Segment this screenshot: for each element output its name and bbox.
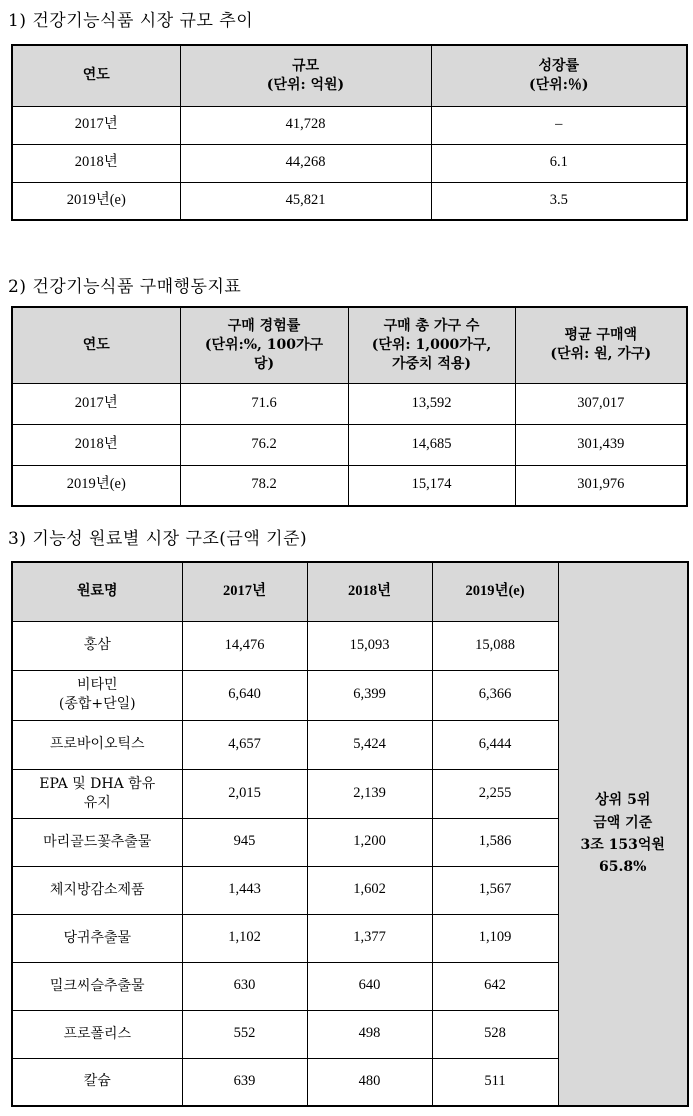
cell-avg: 301,439	[515, 424, 687, 465]
cell-ingredient	[12, 769, 182, 818]
header-growth	[431, 45, 687, 106]
header-exp-line2: (단위:%, 100가구	[204, 336, 324, 353]
cell-2017: 945	[182, 818, 307, 866]
cell-2018: 498	[307, 1010, 432, 1058]
cell-2018: 2,139	[307, 769, 432, 818]
purchase-behavior-table	[11, 306, 688, 507]
cell-2019: 6,444	[432, 720, 558, 769]
cell-year: 2019년(e)	[12, 465, 180, 506]
summary-line4: 65.8%	[599, 859, 647, 876]
header-exp-line1: 구매 경험률	[227, 317, 301, 334]
header-experience-rate	[180, 307, 348, 383]
market-size-table	[11, 44, 688, 221]
header-exp-line3: 당)	[253, 355, 275, 372]
cell-2019: 2,255	[432, 769, 558, 818]
cell-hh: 14,685	[348, 424, 515, 465]
header-scale	[180, 45, 431, 106]
header-scale-line1: 규모	[291, 57, 320, 74]
cell-ingredient	[12, 1058, 182, 1106]
ingredient-name: 프로폴리스	[63, 1025, 132, 1042]
cell-2017: 14,476	[182, 621, 307, 670]
cell-2017: 639	[182, 1058, 307, 1106]
ingredient-name: 칼슘	[83, 1073, 111, 1090]
cell-2018: 640	[307, 962, 432, 1010]
cell-2017: 6,640	[182, 670, 307, 720]
cell-exp: 78.2	[180, 465, 348, 506]
table-header-row	[12, 307, 687, 383]
header-growth-line2: (단위:％)	[529, 76, 589, 93]
header-avg-line1: 평균 구매액	[564, 327, 637, 344]
header-hh-line3: 가중치 적용)	[391, 355, 472, 372]
cell-2017: 552	[182, 1010, 307, 1058]
cell-2017: 1,102	[182, 914, 307, 962]
cell-2017: 1,443	[182, 866, 307, 914]
cell-exp: 76.2	[180, 424, 348, 465]
cell-2019: 1,109	[432, 914, 558, 962]
cell-2018: 1,200	[307, 818, 432, 866]
header-2018: 2018년	[307, 562, 432, 621]
header-avg-purchase	[515, 307, 687, 383]
cell-2018: 480	[307, 1058, 432, 1106]
ingredient-name: 프로바이오틱스	[49, 736, 145, 753]
cell-year: 2018년	[12, 424, 180, 465]
cell-exp: 71.6	[180, 383, 348, 424]
ingredient-name: 비타민	[76, 677, 118, 694]
cell-year: 2019년(e)	[12, 182, 180, 220]
section3-title: 3) 기능성 원료별 시장 구조(금액 기준)	[8, 529, 308, 549]
cell-avg: 301,976	[515, 465, 687, 506]
cell-ingredient	[12, 866, 182, 914]
ingredient-name-sub: (종합+단일)	[58, 696, 136, 712]
cell-ingredient	[12, 962, 182, 1010]
section1-title: 1) 건강기능식품 시장 규모 추이	[8, 11, 254, 31]
header-2017: 2017년	[182, 562, 307, 621]
table-row	[12, 106, 687, 144]
cell-year: 2017년	[12, 106, 180, 144]
ingredient-name: 밀크씨슬추출물	[49, 977, 145, 994]
ingredient-name: EPA 및 DHA 함유	[39, 775, 156, 792]
cell-year: 2017년	[12, 383, 180, 424]
cell-hh: 15,174	[348, 465, 515, 506]
cell-2019: 511	[432, 1058, 558, 1106]
ingredient-name: 당귀추출물	[63, 929, 132, 946]
header-hh-line1: 구매 총 가구 수	[383, 317, 480, 334]
cell-scale: 44,268	[180, 144, 431, 182]
table-header-row	[12, 562, 688, 621]
cell-2019: 1,586	[432, 818, 558, 866]
cell-2018: 5,424	[307, 720, 432, 769]
header-growth-line1: 성장률	[538, 57, 580, 74]
cell-2017: 2,015	[182, 769, 307, 818]
top5-summary	[558, 562, 688, 1106]
cell-hh: 13,592	[348, 383, 515, 424]
ingredient-name: 체지방감소제품	[49, 881, 145, 898]
header-ingredient-name: 원료명	[12, 562, 182, 621]
cell-growth: 3.5	[431, 182, 687, 220]
cell-2018: 6,399	[307, 670, 432, 720]
summary-line1: 상위 5위	[595, 792, 651, 809]
cell-scale: 45,821	[180, 182, 431, 220]
cell-avg: 307,017	[515, 383, 687, 424]
cell-ingredient	[12, 914, 182, 962]
header-year: 연도	[12, 45, 180, 106]
ingredient-name: 마리골드꽃추출물	[43, 833, 152, 850]
cell-2019: 6,366	[432, 670, 558, 720]
table-row	[12, 465, 687, 506]
ingredient-name-sub: 유지	[83, 794, 111, 811]
cell-2018: 15,093	[307, 621, 432, 670]
table-row	[12, 182, 687, 220]
cell-2019: 15,088	[432, 621, 558, 670]
cell-2019: 528	[432, 1010, 558, 1058]
cell-ingredient	[12, 720, 182, 769]
cell-ingredient	[12, 670, 182, 720]
section2-title: 2) 건강기능식품 구매행동지표	[8, 277, 242, 297]
header-households	[348, 307, 515, 383]
header-hh-line2: (단위: 1,000가구,	[371, 336, 492, 353]
header-year: 연도	[12, 307, 180, 383]
cell-2017: 630	[182, 962, 307, 1010]
table-row	[12, 383, 687, 424]
cell-2019: 1,567	[432, 866, 558, 914]
cell-2018: 1,377	[307, 914, 432, 962]
table-header-row	[12, 45, 687, 106]
cell-ingredient	[12, 621, 182, 670]
header-2019: 2019년(e)	[432, 562, 558, 621]
cell-growth: –	[431, 106, 687, 144]
cell-2019: 642	[432, 962, 558, 1010]
summary-line2: 금액 기준	[593, 814, 653, 831]
table-row	[12, 424, 687, 465]
header-scale-line2: (단위: 억원)	[266, 76, 345, 93]
ingredient-market-table	[11, 561, 689, 1107]
cell-growth: 6.1	[431, 144, 687, 182]
ingredient-name: 홍삼	[83, 637, 111, 654]
table-row	[12, 144, 687, 182]
cell-ingredient	[12, 1010, 182, 1058]
cell-2018: 1,602	[307, 866, 432, 914]
cell-ingredient	[12, 818, 182, 866]
header-avg-line2: (단위: 원, 가구)	[550, 346, 652, 363]
summary-line3: 3조 153억원	[580, 837, 665, 853]
cell-year: 2018년	[12, 144, 180, 182]
cell-2017: 4,657	[182, 720, 307, 769]
cell-scale: 41,728	[180, 106, 431, 144]
